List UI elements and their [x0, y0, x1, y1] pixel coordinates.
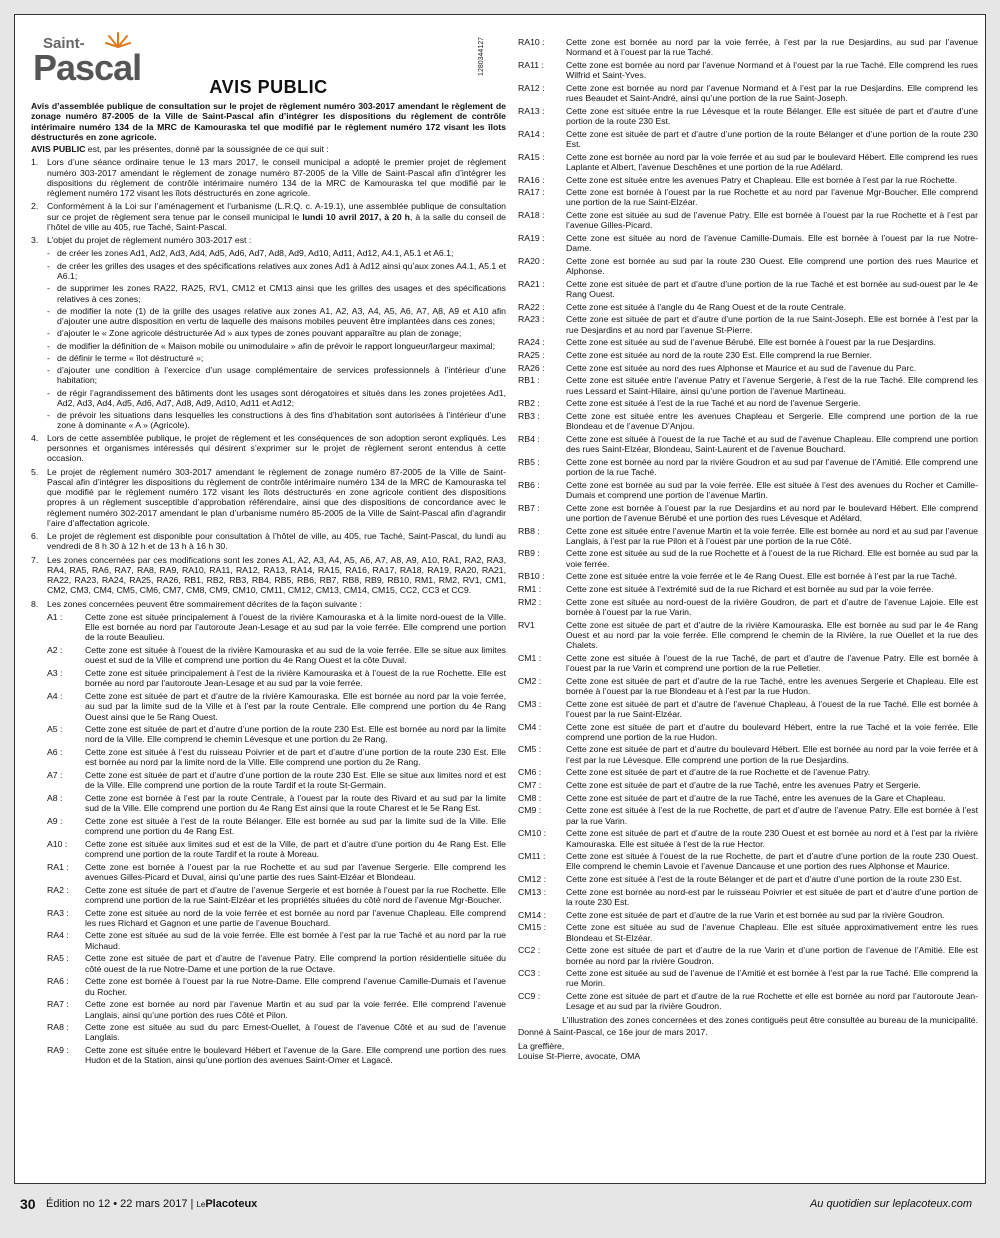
zone-entry: [31, 1045, 506, 1066]
zone-entry: [31, 862, 506, 883]
zone-description: Cette zone est située de part et d’autre d’une portion de la route Bélanger et d’une portion de la route 230 Est.: [566, 128, 978, 149]
zone-entry: [518, 187, 978, 208]
zone-description: Cette zone est située de part et d’autre de la rue Rochette et de l’avenue Patry.: [566, 767, 871, 778]
zone-description: Cette zone est située au sud de l’avenue Chapleau. Elle est située approximativement entre les rues Blondeau et St-Elzéar.: [566, 922, 978, 943]
zone-code: RA25 :: [518, 350, 545, 361]
zone-code: RA17 :: [518, 187, 545, 198]
zone-description: Cette zone est située de part et d’autre du boulevard Hébert, entre la rue Taché et la voie ferrée. Elle comprend une portion de la rue Hudon.: [566, 721, 978, 742]
zone-entry: [518, 434, 978, 455]
zone-code: CM15 :: [518, 922, 547, 933]
zone-entry: [31, 747, 506, 768]
zone-description: Cette zone est située au sud du parc Ernest-Ouellet, à l’ouest de l’avenue Côté et au sud de l’avenue Langlais.: [85, 1022, 506, 1043]
zone-description: Cette zone est située de part et d’autre de la rue Taché, entre les avenues de la Gare et Chapleau.: [566, 792, 946, 803]
ad-code: 1280344127: [478, 37, 485, 76]
zone-entry: [518, 722, 978, 743]
left-column: [31, 101, 506, 1068]
zone-description: Cette zone est située de part et d’autre d’une portion de la rue Taché et est bornée au sud-ouest par le 4e Rang Ouest.: [566, 278, 978, 300]
zone-entry: [31, 953, 506, 974]
objective-item: - de supprimer les zones RA22, RA25, RV1, CM12 et CM13 ainsi que les grilles des usages et des spécifications relatives à ces zones;: [47, 283, 506, 304]
edition-info: Édition no 12 • 22 mars 2017 | LePlacoteux: [46, 1198, 258, 1210]
zone-entry: [31, 668, 506, 689]
page-number: 30: [20, 1196, 36, 1212]
zone-code: RA20 :: [518, 255, 545, 266]
zone-description: Cette zone est située à l’est de la route Bélanger. Elle est bornée au sud par la limite sud de la Ville. Elle comprend une portion du 4e Rang Est.: [85, 815, 506, 837]
objective-item: - de régir l’agrandissement des bâtiments dont les usages sont dérogatoires et situés dans les zones projetées Ad1, Ad2, Ad3, Ad4, Ad5, Ad6, Ad7, Ad8, Ad9, Ad10, Ad11 et Ad12;: [47, 387, 506, 408]
zone-entry: [518, 279, 978, 300]
zone-description: Cette zone est située à l’ouest de la rue Taché, de part et d’autre de l’avenue Patry. Elle est bornée à l’ouest par la rue Varin et comprend une portion de la rue Pelletier.: [566, 652, 978, 674]
zone-description: Cette zone est bornée au nord par la voie ferrée, à l’est par la rue Desjardins, au sud par l’avenue Normand et à l’ouest par la rue Taché.: [566, 37, 978, 58]
zone-code: RB7 :: [518, 502, 540, 513]
zone-code: A5 :: [47, 724, 63, 735]
zone-code: RA9 :: [47, 1045, 69, 1056]
zone-entry: [518, 620, 978, 651]
avis-rest: est, par les présentes, donné par la soussignée de ce qui suit :: [85, 144, 329, 155]
zone-code: RM1 :: [518, 584, 542, 595]
right-column: [518, 37, 978, 1062]
zone-entry: [518, 805, 978, 826]
zone-description: Cette zone est située à l’est de la rue Taché et au nord de l’avenue Sergerie.: [566, 398, 861, 409]
objective-item: - d’ajouter le « Zone agricole déstructurée Ad » aux types de zones pouvant apparaître au plan de zonage;: [47, 328, 462, 339]
zone-description: Cette zone est située au nord de la route 230 Est. Elle comprend la rue Bernier.: [566, 350, 872, 361]
zone-entry: [31, 612, 506, 643]
zone-entry: [31, 839, 506, 860]
zone-description: Cette zone est située de part et d’autre de la rue Taché, entre les avenues Patry et Sergerie.: [566, 780, 921, 791]
zone-entry: [518, 503, 978, 524]
zone-entry: [518, 526, 978, 547]
zone-code: A10 :: [47, 838, 68, 849]
zone-entry: [518, 767, 978, 777]
zone-code: RA4 :: [47, 930, 69, 941]
zone-entry: [518, 152, 978, 173]
zone-description: Cette zone est située à l’est du ruisseau Poivrier et de part et d’autre d’une portion de la route 230 Est. Elle est bornée au nord par la limite nord de la Ville. Elle comprend une portion du 2e Rang.: [85, 747, 506, 768]
zone-code: RA23 :: [518, 314, 545, 325]
paragraph-1: 1. Lors d’une séance ordinaire tenue le 13 mars 2017, le conseil municipal a adopté le premier projet de règlement numéro 303-2017 amendant le règlement de zonage numéro 87-2005 de la Ville de Saint-Pascal afin d’intégrer les dispositions du règlement de contrôle intérimaire numéro 134 de la MRC de Kamouraska tel que modifié par le règlement numéro 172 visant les îlots déstructurés en zone agricole.: [31, 157, 506, 199]
zone-code: RB2 :: [518, 398, 540, 409]
given-at: Donné à Saint-Pascal, ce 16e jour de mars 2017.: [518, 1026, 708, 1037]
zone-description: Cette zone est située entre la voie ferrée et le 4e Rang Ouest. Elle est bornée à l’est par la rue Taché.: [566, 571, 958, 582]
zone-code: CM4 :: [518, 721, 542, 732]
zone-entry: [518, 922, 978, 943]
zone-code: CM13 :: [518, 886, 547, 897]
zone-entry: [518, 457, 978, 478]
zone-code: A8 :: [47, 792, 63, 803]
zone-description: Cette zone est bornée à l’ouest par la rue Rochette et au sud par l’avenue Sergerie. Elle comprend les avenues Gilles-Picard et Duval, ainsi qu’une partie des rues Saint-Elzéar et Blondeau.: [85, 861, 506, 882]
zone-entry: [31, 724, 506, 745]
zone-entry: [518, 851, 978, 872]
zone-entry: [518, 584, 978, 594]
zone-code: RA5 :: [47, 953, 69, 964]
zone-description: Cette zone est située de part et d’autre de la rue Varin et est bornée au sud par la rivière Goudron.: [566, 909, 945, 920]
zone-entry: [31, 645, 506, 666]
zone-code: RB8 :: [518, 525, 540, 536]
zone-entry: [518, 699, 978, 720]
paragraph-3: 3. L’objet du projet de règlement numéro 303-2017 est :: [31, 235, 252, 246]
brand-prefix: Le: [196, 1200, 206, 1209]
zone-code: CM10 :: [518, 828, 547, 839]
zone-entry: [31, 976, 506, 997]
objective-item: - de créer les grilles des usages et des spécifications relatives aux zones Ad1 à Ad12 ainsi qu’aux zones A4.1, A5.1 et A6.1;: [47, 260, 506, 281]
zone-entry: [31, 908, 506, 929]
zone-entry: [518, 910, 978, 920]
zone-description: Cette zone est située entre la rue Lévesque et la route Bélanger. Elle est située de part et d’autre d’une portion de la route 230 Est.: [566, 105, 978, 127]
paragraph-2: 2. Conformément à la Loi sur l’aménagement et l’urbanisme (L.R.Q. c. A-19.1), une assemblée publique de consultation sur ce projet de règlement sera tenue par le conseil municipal le lundi 10 avril 2017, à 20 h, à la salle du conseil de l’hôtel de ville au 405, rue Taché, Saint-Pascal.: [31, 201, 506, 232]
zone-entry: [518, 968, 978, 989]
zone-description: Cette zone est située au sud de l’avenue Bérubé. Elle est bornée à l’ouest par la rue Desjardins.: [566, 337, 936, 348]
zone-entry: [518, 874, 978, 884]
zone-code: RA11 :: [518, 59, 544, 70]
zone-description: Cette zone est bornée au nord-est par le ruisseau Poivrier et est située de part et d’autre d’une portion de la route 230 Est.: [566, 886, 978, 908]
zone-entry: [518, 302, 978, 312]
zone-code: RA13 :: [518, 105, 545, 116]
zone-description: Cette zone est située de part et d’autre de la rue Taché, entre les avenues Sergerie et Chapleau. Elle est bornée à l’ouest par la rue Blondeau et à l’est par la rue Hudon.: [566, 675, 978, 696]
zone-entry: [518, 175, 978, 185]
objectives-list: [31, 248, 506, 430]
zone-description: Cette zone est située au sud de l’avenue Patry. Elle est bornée à l’ouest par la rue Rochette et à l’est par l’avenue Gilles-Picard.: [566, 210, 978, 231]
zone-description: Cette zone est bornée au nord par la voie ferrée et au sud par le boulevard Hébert. Elle comprend les rues Laplante et Albert, l’avenue Deschênes et une portion de la rue Adélard.: [566, 151, 978, 172]
zone-code: A1 :: [47, 611, 63, 622]
zone-description: Cette zone est située au sud de l’avenue de l’Amitié et est bornée à l’est par la rue Taché. Elle comprend la rue Morin.: [566, 968, 978, 989]
zone-entry: [518, 210, 978, 231]
zone-code: A6 :: [47, 747, 63, 758]
zone-code: CM12 :: [518, 874, 547, 885]
zone-entry: [518, 793, 978, 803]
zone-code: CC2 :: [518, 945, 541, 956]
zone-code: RA24 :: [518, 337, 545, 348]
zone-description: Cette zone est bornée à l’ouest par la rue Notre-Dame. Elle comprend l’avenue Camille-Dumais et l’avenue du Rocher.: [85, 976, 506, 997]
signature-title: La greffière,: [518, 1041, 565, 1052]
zone-entry: [31, 930, 506, 951]
zone-description: Cette zone est située principalement à l’est de la rivière Kamouraska et à l’ouest de la rue Rochette. Elle est bornée au nord par l’autoroute Jean-Lesage et au sud par la voie ferrée.: [85, 668, 506, 689]
zone-entry: [518, 653, 978, 674]
zone-code: RA21 :: [518, 278, 545, 289]
zone-entry: [518, 571, 978, 581]
zone-description: Cette zone est située de part et d’autre de la route 230 Ouest et est bornée au nord et à l’est par la rivière Kamouraska. Elle est située à l’est de la rue Hector.: [566, 828, 978, 849]
zone-entry: [518, 350, 978, 360]
signature-name: Louise St-Pierre, avocate, OMA: [518, 1051, 641, 1062]
zone-code: RA16 :: [518, 174, 545, 185]
zone-entry: [518, 480, 978, 501]
zone-code: RB6 :: [518, 479, 540, 490]
zone-description: Cette zone est située au sud de la voie ferrée. Elle est bornée à l’est par la rue Taché et au nord par la rue Michaud.: [85, 930, 506, 951]
zone-code: RB5 :: [518, 456, 540, 467]
zone-description: Cette zone est située de part et d’autre d’une portion de la rue Saint-Joseph. Elle est bornée à l’est par la rue Desjardins et au nord par l’avenue St-Pierre.: [566, 314, 978, 335]
objective-item: - de modifier la note (1) de la grille des usages relative aux zones A1, A2, A3, A4, A5, A6, A7, A8, A9 et A10 afin d’ajouter une autre disposition en vertu de laquelle des maisons mobiles peuvent être implantées dans ces zones;: [47, 305, 506, 327]
zone-description: Cette zone est située aux limites sud et est de la Ville, de part et d’autre d’une portion du 4e Rang Est. Elle comprend une portion de la route Tardif et la route à Moreau.: [85, 838, 506, 860]
logo-pascal-text: Pascal: [33, 47, 142, 88]
zone-entry: [518, 398, 978, 408]
zone-code: RB1 :: [518, 375, 540, 386]
paragraph-8: 8. Les zones concernées peuvent être sommairement décrites de la façon suivante :: [31, 598, 362, 609]
zone-code: RA10 :: [518, 37, 545, 47]
zone-code: RB3 :: [518, 410, 540, 421]
zone-code: CM7 :: [518, 780, 542, 791]
meeting-date: lundi 10 avril 2017, à 20 h: [302, 211, 410, 222]
zone-entry: [518, 780, 978, 790]
zone-code: RA8 :: [47, 1022, 69, 1033]
zone-code: RB9 :: [518, 548, 540, 559]
zone-description: Cette zone est située de part et d’autre de l’avenue Patry. Elle comprend la portion résidentielle située du côté ouest de la rue Notre-Dame et une portion de la rue Octave.: [85, 953, 506, 974]
paragraph-4: 4. Lors de cette assemblée publique, le projet de règlement et les conséquences de son adoption seront expliqués. Les personnes et organismes intéressés qui désirent s’exprimer sur le projet de règlement seront entendus à cette occasion.: [31, 432, 506, 464]
zone-code: CM1 :: [518, 652, 542, 663]
newspaper-page: [14, 14, 986, 1184]
zone-description: Cette zone est bornée au nord par l’avenue Normand et à l’ouest par la rue Taché. Elle comprend les rues Wilfrid et Saint-Yves.: [566, 59, 978, 81]
zone-entry: [518, 828, 978, 849]
zone-code: CM9 :: [518, 805, 542, 816]
zone-entry: [31, 999, 506, 1020]
zone-description: Cette zone est située principalement à l’ouest de la rivière Kamouraska et à la limite nord-ouest de la Ville. Elle est bornée au nord par l’autoroute Jean-Lesage et au sud par la voie ferrée. Elle comprend une portion de la route Beaulieu.: [85, 611, 506, 643]
zone-description: Cette zone est située au sud de la rue Rochette et à l’ouest de la rue Richard. Elle est bornée au sud par la voie ferrée.: [566, 548, 978, 569]
zone-code: CM11 :: [518, 851, 546, 862]
zone-entry: [518, 548, 978, 569]
zone-description: Cette zone est située entre l’avenue Patry et l’avenue Sergerie, à l’est de la rue Taché. Elle comprend les rues Lessard et Saint-Hilaire, ainsi qu’une portion de l’avenue Martineau.: [566, 375, 978, 396]
zone-description: Cette zone est bornée au nord par l’avenue Martin et au sud par la voie ferrée. Elle comprend l’avenue Langlais, ainsi qu’une portion des rues Côté et Pilon.: [85, 999, 506, 1020]
paragraph-6: 6. Le projet de règlement est disponible pour consultation à l’hôtel de ville, au 405, rue Taché, Saint-Pascal, du lundi au vendredi de 8 h 30 à 12 h et de 13 h à 16 h 30.: [31, 531, 506, 552]
zone-description: Cette zone est bornée au sud par la route 230 Ouest. Elle comprend une portion des rues Maurice et Alphonse.: [566, 255, 978, 277]
zone-description: Cette zone est située de part et d’autre de la rivière Kamouraska. Elle est bornée au sud par le 4e Rang Ouest et au nord par la voie ferrée. Elle comprend le chemin de la Rivière, la rue Ouellet et la rue des Chalets.: [566, 619, 978, 651]
zone-description: Cette zone est bornée au sud par la voie ferrée. Elle est située à l’est des avenues du Rocher et Camille-Dumais et comprend une portion de l’avenue Martin.: [566, 479, 978, 500]
zone-code: CM3 :: [518, 698, 542, 709]
zone-code: A2 :: [47, 645, 63, 656]
zone-code: CM2 :: [518, 675, 542, 686]
zone-code: RM2 :: [518, 596, 542, 607]
zone-entry: [31, 793, 506, 814]
zone-entry: [518, 887, 978, 908]
zone-code: RA7 :: [47, 999, 69, 1010]
zone-description: Cette zone est située à l’ouest de la rue Rochette, de part et d’autre d’une portion de la route 230 Ouest. Elle comprend le chemin Lavoie et l’avenue Dancause et une portion des rues Alphonse et Maurice.: [566, 851, 978, 872]
zone-entry: [31, 770, 506, 791]
zone-entry: [31, 691, 506, 722]
zone-code: CM6 :: [518, 767, 542, 778]
zone-description: Cette zone est située à l’angle du 4e Rang Ouest et de la route Centrale.: [566, 301, 847, 312]
zone-code: RA2 :: [47, 884, 69, 895]
zone-description: Cette zone est bornée au nord par la rivière Goudron et au sud par l’avenue de l’Amitié. Elle comprend une portion de la rue Taché.: [566, 456, 978, 478]
zone-description: Cette zone est bornée à l’ouest par la rue Desjardins et au nord par le boulevard Hébert. Elle comprend une portion de l’avenue Bérubé et une portion des rues Lévesque et Adélard.: [566, 502, 978, 523]
zone-code: RA14 :: [518, 128, 545, 139]
zone-code: RA3 :: [47, 907, 69, 918]
zone-code: A7 :: [47, 770, 63, 781]
zone-entry: [518, 337, 978, 347]
paragraph-5: 5. Le projet de règlement numéro 303-2017 amendant le règlement de zonage numéro 87-2005 de la Ville de Saint-Pascal afin d’intégrer les dispositions du règlement de contrôle intérimaire numéro 134 de la MRC de Kamouraska tel que modifié par le règlement numéro 172 visant les îlots déstructurés en zone agricole contient des dispositions propres à un règlement susceptible d’approbation référendaire, ainsi que des dispositions de concordance avec le règlement numéro 302-2017 amendant le plan d’urbanisme numéro 85-2005 de la Ville de Saint-Pascal afin d’agrandir l’aire d’affectation agricole.: [31, 466, 506, 528]
zone-code: RA18 :: [518, 210, 545, 221]
zone-entry: [518, 233, 978, 254]
zone-code: A9 :: [47, 815, 63, 826]
zone-entry: [518, 991, 978, 1012]
zone-entry: [518, 375, 978, 396]
avis-line: [31, 144, 506, 154]
zone-description: Cette zone est située entre les avenues Chapleau et Sergerie. Elle comprend une portion de la rue Blondeau et de l’avenue D’Anjou.: [566, 410, 978, 432]
objective-item: - de créer les zones Ad1, Ad2, Ad3, Ad4, Ad5, Ad6, Ad7, Ad8, Ad9, Ad10, Ad11, Ad12, A4.1, A5.1 et A6.1;: [47, 248, 454, 259]
zone-description: Cette zone est située au nord-ouest de la rivière Goudron, de part et d’autre de l’avenue Lajoie. Elle est bornée à l’ouest par la rue Varin.: [566, 596, 978, 617]
zone-description: Cette zone est située de part et d’autre de l’avenue Chapleau, à l’ouest de la rue Taché. Elle est bornée à l’ouest par la rue Saint-Elzéar.: [566, 698, 978, 719]
zone-description: Cette zone est située de part et d’autre d’une portion de la route 230 Est. Elle se situe aux limites nord et est de la Ville. Elle comprend une portion de la route Tardif et la route St-Germain.: [85, 770, 506, 791]
zone-code: RV1: [518, 619, 535, 630]
objective-item: - de modifier la définition de « Maison mobile ou unimodulaire » afin de prévoir le rapport longueur/largeur maximal;: [47, 340, 495, 351]
brand-name: Placoteux: [205, 1198, 258, 1210]
zone-description: Cette zone est située de part et d’autre de la rue Varin et d’une portion de l’avenue de l’Amitié. Elle est bornée au nord par la rivière Goudron.: [566, 945, 978, 966]
zone-description: Cette zone est située à l’ouest de la rue Taché et au sud de l’avenue Chapleau. Elle comprend une portion des rues Saint-Elzéar, Blondeau, Saint-Laurent et de l’avenue Bouchard.: [566, 433, 978, 455]
zone-description: Cette zone est située de part et d’autre de la rue Rochette et elle est bornée au nord par l’autoroute Jean-Lesage et au sud par la rivière Goudron.: [566, 991, 978, 1012]
zone-description: Cette zone est située entre l’avenue Martin et la voie ferrée. Elle est bornée au nord et au sud par l’avenue Langlais, à l’est par la rue Pilon et à l’ouest par une portion de la rue Côté.: [566, 525, 978, 546]
page-footer: [14, 1192, 986, 1216]
zone-entry: [31, 1022, 506, 1043]
zone-description: Cette zone est située au nord de la voie ferrée et est bornée au nord par l’avenue Chapleau. Elle comprend les rues Richard et Gagnon et une partie de l’avenue Bouchard.: [85, 907, 506, 928]
zone-description: Cette zone est bornée au nord par l’avenue Normand et à l’est par la rue Desjardins. Elle comprend les rues Beaudet et Saint-André, ainsi qu’une portion de la rue Saint-Joseph.: [566, 82, 978, 104]
zone-entry: [518, 60, 978, 81]
zone-description: Cette zone est située entre les avenues Patry et Chapleau. Elle est bornée à l’est par la rue Rochette.: [566, 174, 958, 185]
zone-entry: [518, 676, 978, 697]
zone-entry: [518, 597, 978, 618]
zone-entry: [518, 363, 978, 373]
illustration-note: L’illustration des zones concernées et des zones contiguës peut être consultée au bureau de la municipalité.: [562, 1014, 978, 1025]
zone-description: Cette zone est située à l’extrémité sud de la rue Richard et est bornée au sud par la voie ferrée.: [566, 584, 934, 595]
zone-code: RA6 :: [47, 976, 69, 987]
zone-entry: [31, 885, 506, 906]
zone-entry: [518, 744, 978, 765]
zone-code: A3 :: [47, 668, 63, 679]
zone-entry: [518, 129, 978, 150]
zone-entry: [518, 83, 978, 104]
zone-description: Cette zone est située de part et d’autre du boulevard Hébert. Elle est bornée au nord par la voie ferrée et à l’est par la rue Lévesque. Elle comprend une portion de la rue Desjardins.: [566, 744, 978, 765]
zones-left-list: [31, 612, 506, 1066]
zone-description: Cette zone est située de part et d’autre de l’avenue Sergerie et est bornée à l’ouest par la rue Rochette. Elle comprend une portion de la rue Saint-Elzéar et les propriétés situées du côté nord de l’avenue Mgr-Boucher.: [85, 884, 506, 905]
zones-right-list: [518, 37, 978, 1012]
objective-item: - de prévoir les situations dans lesquelles les constructions à des fins d’habitation sont autorisées à l’intérieur d’une zone à dominante « A » (Agricole).: [47, 410, 506, 431]
zone-description: Cette zone est située de part et d’autre de la rivière Kamouraska. Elle est bornée au nord par la voie ferrée, au sud par la limite sud de la Ville et à l’est par la route Centrale. Elle comprend une portion du 4e Rang Ouest ainsi que le 5e Rang Ouest.: [85, 690, 506, 722]
zone-code: RA26 :: [518, 362, 545, 373]
zone-code: RA1 :: [47, 861, 69, 872]
zone-description: Cette zone est bornée à l’est par la route Centrale, à l’ouest par la route des Rivard et au sud par la limite sud de la Ville. Elle comprend une portion du 4e Rang Est ainsi que la route Charest et le 5e Rang Est.: [85, 792, 506, 814]
zone-code: CM5 :: [518, 744, 542, 755]
zone-description: Cette zone est située de part et d’autre d’une portion de la route 230 Est. Elle est bornée au nord par la limite nord de la Ville. Elle comprend le chemin Lévesque et une portion du 2e Rang.: [85, 724, 506, 745]
zone-entry: [518, 314, 978, 335]
zone-code: RB10 :: [518, 571, 545, 582]
zone-entry: [518, 37, 978, 58]
zone-description: Cette zone est située au nord des rues Alphonse et Maurice et au sud de l’avenue du Parc.: [566, 362, 917, 373]
logo-saint-text: Saint-: [43, 35, 85, 52]
zone-code: RA19 :: [518, 233, 545, 244]
objective-item: - de définir le terme « îlot déstructuré »;: [47, 352, 204, 363]
zone-entry: [518, 256, 978, 277]
paragraph-7: 7. Les zones concernées par ces modifications sont les zones A1, A2, A3, A4, A5, A6, A7, A8, A9, A10, RA1, RA2, RA3, RA4, RA5, RA6, RA7, RA8, RA9, RA10, RA11, RA12, RA13, RA14, RA15, RA16, RA17, RA18, RA19, RA20, RA21, RA22, RA23, RA24, RA25, RA26, RB1, RB2, RB3, RB4, RB5, RB6, RB7, RB8, RB9, RB10, RM1, RM2, RV1, CM1, CM2, CM3, CM4, CM5, CM6, CM7, CM8, CM9, CM10, CM11, CM12, CM13, CM14, CM15, CC2, CC3 et CC9.: [31, 554, 506, 596]
zone-code: CC9 :: [518, 991, 541, 1002]
zone-description: Cette zone est située entre le boulevard Hébert et l’avenue de la Gare. Elle comprend une portion des rues Hudon et de la Station, ainsi qu’une portion des avenues Saint-Omer et Lagacé.: [85, 1045, 506, 1066]
zone-code: CM14 :: [518, 909, 547, 920]
avis-bold: AVIS PUBLIC: [31, 144, 86, 155]
zone-description: Cette zone est située à l’est de la route Bélanger et de part et d’autre d’une portion de la route 230 Est.: [566, 874, 962, 885]
zone-description: Cette zone est située à l’ouest de la rivière Kamouraska et au sud de la voie ferrée. Elle se situe aux limites ouest et sud de la Ville et comprend une portion du 4e Rang Ouest et la côte Duval.: [85, 645, 506, 666]
zone-description: Cette zone est bornée à l’ouest par la rue Rochette et au nord par l’avenue Mgr-Boucher. Elle comprend une portion de la rue Saint-Elzéar.: [566, 187, 978, 208]
zone-description: Cette zone est située au nord de l’avenue Camille-Dumais. Elle est bornée à l’ouest par la rue Notre-Dame.: [566, 233, 978, 254]
zone-entry: [31, 816, 506, 837]
zone-entry: [518, 945, 978, 966]
zone-code: RB4 :: [518, 433, 540, 444]
zone-entry: [518, 411, 978, 432]
zone-code: CM8 :: [518, 792, 542, 803]
objective-item: - d’ajouter une condition à l’exercice d’un usage complémentaire de services professionnels à l’intérieur d’une habitation;: [47, 365, 506, 386]
zone-description: Cette zone est située à l’est de la rue Rochette, de part et d’autre de l’avenue Patry. Elle est bornée à l’est par la rue Varin.: [566, 805, 978, 826]
zone-code: A4 :: [47, 690, 63, 701]
zone-code: CC3 :: [518, 968, 541, 979]
footer-tagline: Au quotidien sur leplacoteux.com: [809, 1198, 972, 1210]
zone-code: RA15 :: [518, 151, 545, 162]
page-title: AVIS PUBLIC: [209, 77, 328, 97]
zone-entry: [518, 106, 978, 127]
intro-text: Avis d’assemblée publique de consultation sur le projet de règlement numéro 303-2017 amendant le règlement de zonage numéro 87-2005 de la Ville de Saint-Pascal afin d’intégrer les dispositions du règlement de contrôle intérimaire numéro 134 de la MRC de Kamouraska tel que modifié par le règlement numéro 172 visant les îlots déstructurés en zone agricole.: [31, 101, 506, 142]
zone-code: RA12 :: [518, 82, 545, 93]
zone-code: RA22 :: [518, 301, 545, 312]
